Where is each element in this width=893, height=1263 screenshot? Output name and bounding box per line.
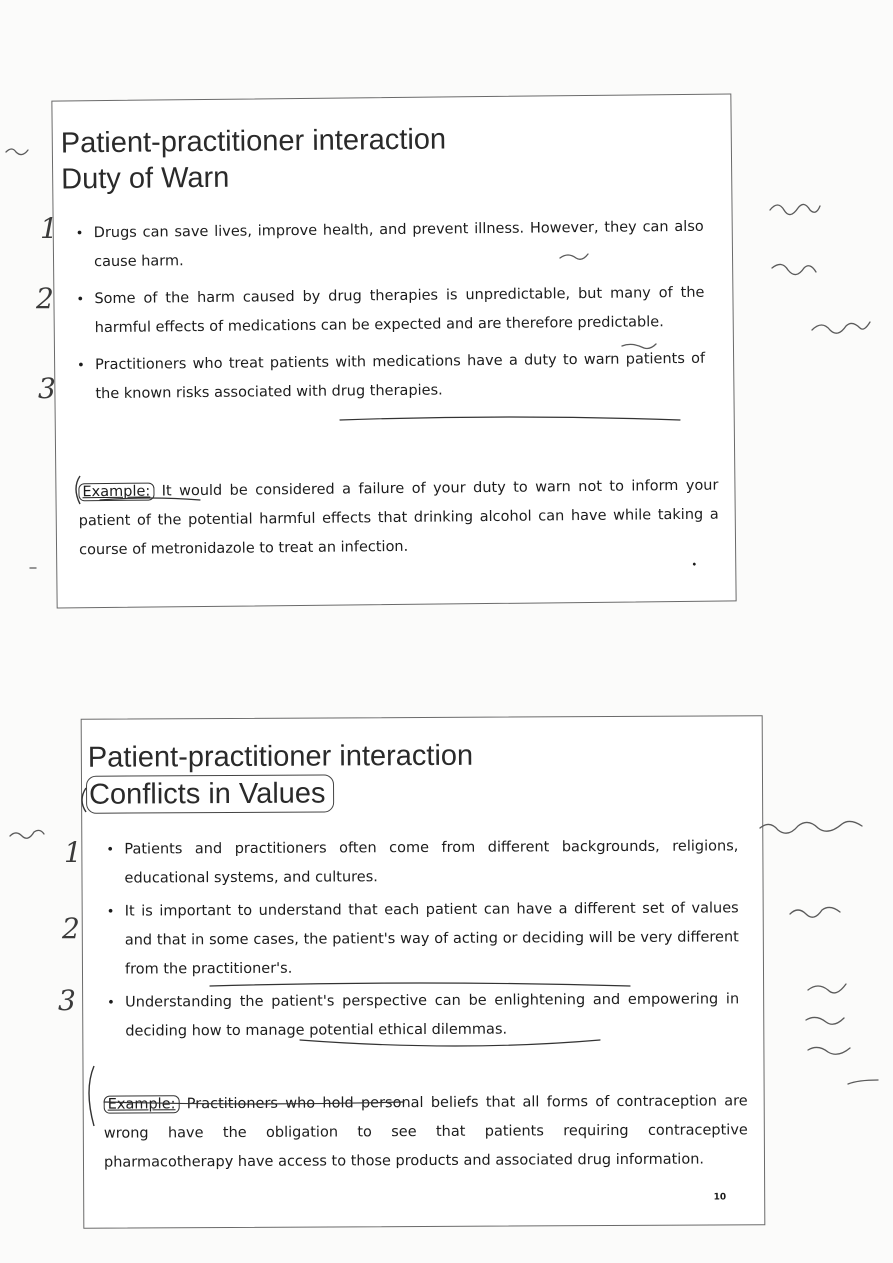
ink-dot: • (691, 559, 698, 571)
bullet-icon: • (106, 842, 115, 858)
example-label: Example: (78, 482, 154, 501)
bullet-icon: • (75, 226, 84, 242)
handwritten-numeral: 2 (36, 282, 54, 315)
bullet-text: Understanding the patient's perspective can be enlightening and empowering in deciding how to manage potential ethical dilemmas. (125, 991, 740, 1040)
bullet-text: Practitioners who treat patients with medications have a duty to warn patients of the known risks associated with drug therapies. (95, 350, 706, 403)
bullet-icon: • (77, 358, 85, 374)
slide-subtitle: Duty of Warn (61, 161, 230, 196)
handwritten-numeral: 1 (64, 836, 82, 869)
slide-subtitle: Conflicts in Values (86, 774, 335, 813)
bullet-icon: • (107, 995, 115, 1011)
bullet-icon: • (76, 292, 85, 308)
bullet-text: Patients and practitioners often come from different backgrounds, religions, educational systems, and cultures. (124, 838, 739, 887)
slide-title: Patient-practitioner interaction (60, 123, 447, 160)
slide-title: Patient-practitioner interaction (87, 739, 474, 774)
bullet-text: Some of the harm caused by drug therapies is unpredictable, but many of the harmful effects of medications can be expected and are therefore predictable. (94, 284, 705, 337)
handwritten-numeral: 1 (40, 212, 58, 245)
bullet-text: It is important to understand that each patient can have a different set of values and that in some cases, the patient's way of acting or deciding will be very different from the practitioner's. (124, 900, 739, 978)
example-text: It would be considered a failure of your duty to warn not to inform your patient of the potential harmful effects that drinking alcohol can have while taking a course of metronidazole to treat an infection. (78, 477, 719, 558)
handwritten-numeral: 3 (38, 372, 56, 405)
example-label: Example: (104, 1095, 180, 1113)
bullet-icon: • (106, 904, 115, 920)
page-number: 10 (713, 1192, 727, 1203)
example-text: Practitioners who hold personal beliefs that all forms of contraception are wrong have the obligation to see that patients requiring contraceptive pharmacotherapy have access to those products and associated drug information. (103, 1092, 748, 1171)
bullet-text: Drugs can save lives, improve health, and prevent illness. However, they can also cause harm. (93, 218, 704, 271)
handwritten-numeral: 2 (62, 912, 80, 945)
handwritten-numeral: 3 (58, 984, 76, 1017)
